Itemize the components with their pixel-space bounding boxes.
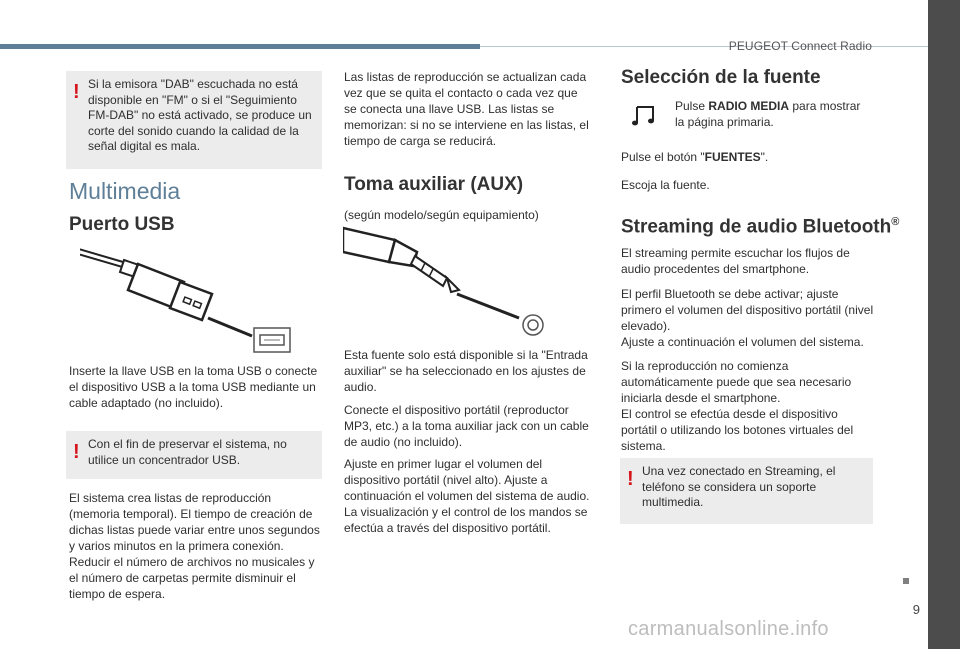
section-title: Multimedia	[69, 178, 181, 204]
aux-text-3: Ajuste en primer lugar el volumen del dispositivo portátil (nivel alto). Ajuste a continuación el volumen del sistema de audio. La visualización y el control de los mandos se efectúa a través del dispositivo portátil.	[344, 457, 590, 535]
usb-plug-illustration	[80, 244, 295, 356]
aux-subtitle: (según modelo/según equipamiento)	[344, 208, 539, 222]
warning-icon: !	[73, 81, 80, 103]
playlist-update-text: Las listas de reproducción se actualizan cada vez que se quita el contacto o cada vez que se conecta una llave USB. Las listas se memorizan: si no se interviene en las listas, el tiempo de carga se reducirá.	[344, 70, 589, 148]
usb-heading: Puerto USB	[69, 214, 175, 235]
note-stream-text: Una vez conectado en Streaming, el teléfono se considera un soporte multimedia.	[642, 464, 836, 509]
music-note-icon	[631, 104, 659, 128]
fuentes-text: Pulse el botón "FUENTES".	[621, 150, 769, 164]
continue-marker	[903, 578, 909, 584]
press-radio-media-text: Pulse RADIO MEDIA para mostrar la página primaria.	[675, 99, 861, 129]
watermark: carmanualsonline.info	[628, 618, 829, 640]
source-heading: Selección de la fuente	[621, 67, 821, 88]
fuentes-label: FUENTES	[704, 150, 761, 164]
bt-text-2: El perfil Bluetooth se debe activar; ajuste primero el volumen del dispositivo portátil (nivel elevado). Ajuste a continuación el volumen del sistema.	[621, 287, 874, 349]
aux-heading: Toma auxiliar (AUX)	[344, 174, 524, 195]
warning-note-hub	[66, 431, 322, 479]
side-tab	[928, 0, 960, 649]
bluetooth-heading: Streaming de audio Bluetooth®	[621, 216, 900, 238]
usb-text: Inserte la llave USB en la toma USB o conecte el dispositivo USB a la toma USB mediante un cable adaptado (no incluido).	[69, 364, 318, 410]
radio-media-label: RADIO MEDIA	[708, 99, 790, 113]
aux-text-2: Conecte el dispositivo portátil (reproductor MP3, etc.) a la toma auxiliar jack con un cable de audio (no incluido).	[344, 403, 589, 449]
warning-icon: !	[73, 441, 80, 463]
warning-icon: !	[627, 468, 634, 490]
warning-note-stream	[620, 458, 873, 524]
warning-note-dab	[66, 71, 322, 169]
aux-jack-illustration	[343, 226, 553, 338]
note-hub-text: Con el fin de preservar el sistema, no utilice un concentrador USB.	[88, 437, 287, 467]
running-header: PEUGEOT Connect Radio	[728, 39, 872, 53]
aux-text-1: Esta fuente solo está disponible si la "Entrada auxiliar" se ha seleccionado en los ajustes de audio.	[344, 348, 588, 394]
bt-text-1: El streaming permite escuchar los flujos de audio procedentes del smartphone.	[621, 246, 850, 276]
bt-text-3: Si la reproducción no comienza automáticamente puede que sea necesario iniciarla desde el smartphone. El control se efectúa desde el dispositivo portátil o utilizando los botones virtuales del sistema.	[621, 359, 854, 453]
header-bar	[0, 44, 480, 49]
page-number: 9	[912, 602, 920, 617]
choose-source-text: Escoja la fuente.	[621, 178, 710, 192]
note-dab-text: Si la emisora "DAB" escuchada no está disponible en "FM" o si el "Seguimiento FM-DAB" no está activado, se produce un corte del sonido cuando la calidad de la señal digital es mala.	[88, 77, 312, 153]
playlist-text: El sistema crea listas de reproducción (memoria temporal). El tiempo de creación de dichas listas puede variar entre unos segundos y varios minutos en la primera conexión. Reducir el número de archivos no musicales y el número de carpetas permite disminuir el tiempo de espera.	[69, 491, 320, 601]
